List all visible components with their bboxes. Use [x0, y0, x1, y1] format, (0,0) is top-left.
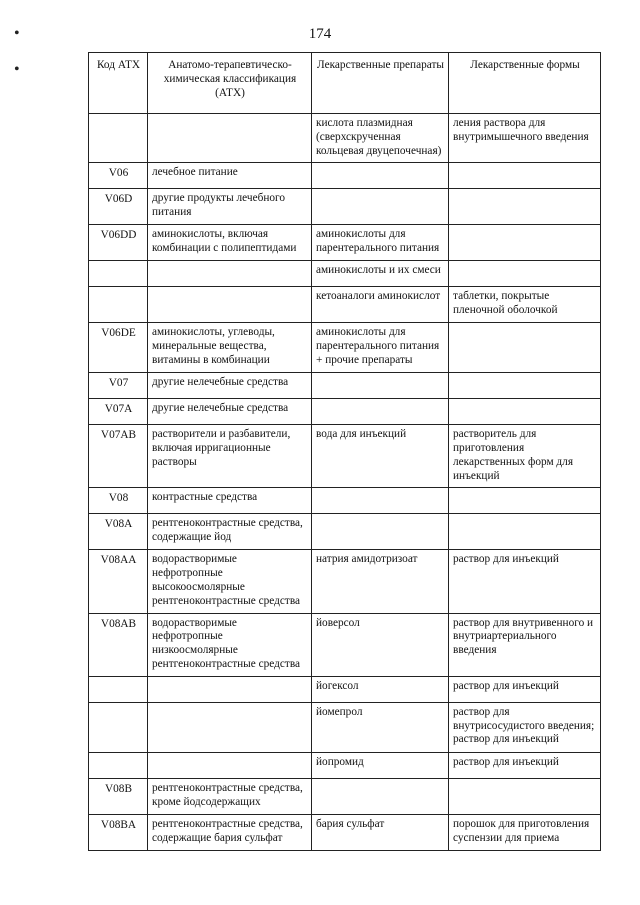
row-classification: водорастворимые нефротропные высокоосмолярные рентгеноконтрастные средства — [148, 550, 312, 613]
row-dosage-form: порошок для приготовления суспензии для приема — [449, 814, 601, 850]
row-drug — [312, 373, 449, 399]
row-drug — [312, 399, 449, 425]
table-row — [89, 225, 601, 261]
table-row — [89, 550, 601, 613]
row-classification: лечебное питание — [148, 163, 312, 189]
row-drug — [312, 189, 449, 225]
margin-dot-icon: • — [14, 25, 20, 42]
row-drug — [312, 163, 449, 189]
row-classification — [148, 287, 312, 323]
atc-table — [88, 52, 601, 851]
row-classification: рентгеноконтрастные средства, кроме йодсодержащих — [148, 778, 312, 814]
row-dosage-form: ления раствора для внутримышечного введения — [449, 114, 601, 163]
row-dosage-form: раствор для инъекций — [449, 550, 601, 613]
table-row — [89, 702, 601, 752]
table-row — [89, 114, 601, 163]
row-classification — [148, 752, 312, 778]
row-dosage-form — [449, 189, 601, 225]
row-dosage-form: раствор для внутрисосудистого введения; раствор для инъекций — [449, 702, 601, 752]
row-drug: йоверсол — [312, 613, 449, 676]
row-atc-code: V08BA — [89, 814, 148, 850]
row-classification: аминокислоты, углеводы, минеральные вещества, витамины в комбинации — [148, 323, 312, 373]
row-classification: рентгеноконтрастные средства, содержащие бария сульфат — [148, 814, 312, 850]
header-atc-classification: Анатомо-терапевтическо-химическая классификация (АТХ) — [148, 53, 312, 114]
row-atc-code — [89, 676, 148, 702]
table-row — [89, 488, 601, 514]
row-dosage-form — [449, 373, 601, 399]
row-atc-code — [89, 702, 148, 752]
row-atc-code: V07AB — [89, 425, 148, 488]
header-dosage-forms: Лекарственные формы — [449, 53, 601, 114]
row-drug: кислота плазмидная (сверхскрученная кольцевая двуцепочечная) — [312, 114, 449, 163]
row-atc-code: V06 — [89, 163, 148, 189]
row-classification: водорастворимые нефротропные низкоосмолярные рентгеноконтрастные средства — [148, 613, 312, 676]
row-classification: другие продукты лечебного питания — [148, 189, 312, 225]
row-atc-code: V07A — [89, 399, 148, 425]
row-atc-code: V06D — [89, 189, 148, 225]
row-atc-code — [89, 261, 148, 287]
row-dosage-form: раствор для инъекций — [449, 676, 601, 702]
row-classification: другие нелечебные средства — [148, 399, 312, 425]
row-drug — [312, 488, 449, 514]
page-number: 174 — [308, 26, 332, 42]
row-atc-code: V07 — [89, 373, 148, 399]
row-dosage-form: раствор для инъекций — [449, 752, 601, 778]
row-drug: аминокислоты для парентерального питания — [312, 225, 449, 261]
table-header-row — [89, 53, 601, 114]
row-atc-code — [89, 114, 148, 163]
table-row — [89, 399, 601, 425]
table-row — [89, 287, 601, 323]
row-classification: аминокислоты, включая комбинации с полипептидами — [148, 225, 312, 261]
table-row — [89, 676, 601, 702]
table-row — [89, 778, 601, 814]
row-dosage-form — [449, 163, 601, 189]
margin-dot-icon: • — [14, 61, 20, 78]
row-drug: аминокислоты для парентерального питания + прочие препараты — [312, 323, 449, 373]
row-dosage-form — [449, 261, 601, 287]
row-classification: рентгеноконтрастные средства, содержащие йод — [148, 514, 312, 550]
table-row — [89, 514, 601, 550]
table-row — [89, 163, 601, 189]
row-atc-code: V08AA — [89, 550, 148, 613]
row-dosage-form — [449, 225, 601, 261]
row-atc-code: V06DE — [89, 323, 148, 373]
row-drug: аминокислоты и их смеси — [312, 261, 449, 287]
row-drug — [312, 778, 449, 814]
row-drug — [312, 514, 449, 550]
table-row — [89, 373, 601, 399]
row-atc-code: V08 — [89, 488, 148, 514]
row-drug: йомепрол — [312, 702, 449, 752]
row-classification: контрастные средства — [148, 488, 312, 514]
row-dosage-form — [449, 323, 601, 373]
row-classification — [148, 261, 312, 287]
row-classification: растворители и разбавители, включая ирригационные растворы — [148, 425, 312, 488]
row-drug: бария сульфат — [312, 814, 449, 850]
row-classification — [148, 702, 312, 752]
table-row — [89, 613, 601, 676]
row-atc-code — [89, 752, 148, 778]
header-atc-code: Код АТХ — [89, 53, 148, 114]
table-row — [89, 752, 601, 778]
row-classification: другие нелечебные средства — [148, 373, 312, 399]
row-atc-code: V08B — [89, 778, 148, 814]
row-atc-code: V06DD — [89, 225, 148, 261]
row-drug: йогексол — [312, 676, 449, 702]
table-row — [89, 425, 601, 488]
row-classification — [148, 676, 312, 702]
header-drugs: Лекарственные препараты — [312, 53, 449, 114]
row-drug: натрия амидотризоат — [312, 550, 449, 613]
row-dosage-form: растворитель для приготовления лекарственных форм для инъекций — [449, 425, 601, 488]
row-drug: кетоаналоги аминокислот — [312, 287, 449, 323]
table-row — [89, 261, 601, 287]
table-row — [89, 189, 601, 225]
row-dosage-form — [449, 399, 601, 425]
row-atc-code — [89, 287, 148, 323]
row-dosage-form: раствор для внутривенного и внутриартериального введения — [449, 613, 601, 676]
table-row — [89, 814, 601, 850]
row-atc-code: V08AB — [89, 613, 148, 676]
row-drug: йопромид — [312, 752, 449, 778]
row-drug: вода для инъекций — [312, 425, 449, 488]
row-dosage-form — [449, 778, 601, 814]
row-atc-code: V08A — [89, 514, 148, 550]
row-dosage-form: таблетки, покрытые пленочной оболочкой — [449, 287, 601, 323]
row-dosage-form — [449, 488, 601, 514]
row-classification — [148, 114, 312, 163]
table-row — [89, 323, 601, 373]
row-dosage-form — [449, 514, 601, 550]
